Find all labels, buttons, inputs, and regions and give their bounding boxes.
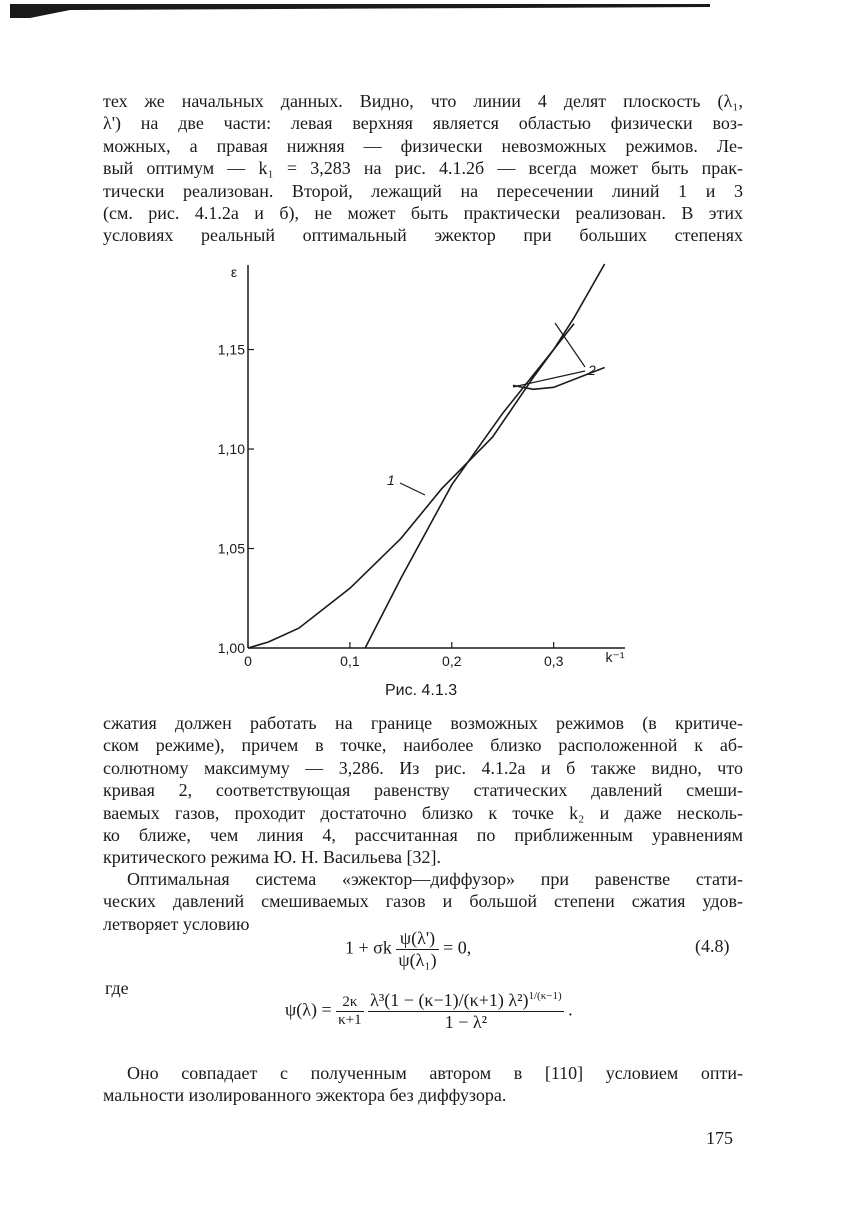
eq2-main-fraction xyxy=(368,990,563,1033)
curve-2-label: 2 xyxy=(588,362,596,378)
chart-labels xyxy=(387,323,596,495)
text-line: Оптимальная система «эжектор—диффузор» при равенстве стати- xyxy=(127,869,743,889)
text-line: кривая 2, соответствующая равенству статических давлений смеши- xyxy=(103,780,743,801)
eq2-lhs: ψ(λ) = xyxy=(285,999,332,1020)
eq2-coefficient xyxy=(336,994,364,1029)
eq1-denominator: ψ(λ₁) xyxy=(398,950,437,970)
text-line: ваемых газов, проходит достаточно близко к точке k₂ и даже несколь- xyxy=(103,802,743,823)
equation-psi xyxy=(285,990,573,1033)
x-tick-label: 0 xyxy=(244,653,252,669)
text-line: летворяет условию xyxy=(103,913,250,934)
eq2-denominator: 1 − λ² xyxy=(444,1012,488,1032)
text-line: условиях реальный оптимальный эжектор при больших степенях xyxy=(103,225,743,246)
eq2-coef-denominator: κ+1 xyxy=(338,1012,362,1028)
curve-1-label: 1 xyxy=(387,472,395,488)
text-line: тически реализован. Второй, лежащий на пересечении линий 1 и 3 xyxy=(103,180,743,201)
equation-4-8 xyxy=(345,928,471,971)
chart-axes xyxy=(218,264,625,669)
text-line: вый оптимум — k₁ = 3,283 на рис. 4.1.2б — всегда может быть прак- xyxy=(103,158,743,179)
x-tick-label: 0,1 xyxy=(340,653,360,669)
eq2-numerator xyxy=(368,990,563,1012)
x-axis-label: k⁻¹ xyxy=(605,649,625,665)
curve-1 xyxy=(248,264,605,648)
figure-4-1-3 xyxy=(195,255,635,695)
paragraph-4 xyxy=(103,1062,743,1107)
eq2-coef-numerator: 2κ xyxy=(336,994,364,1012)
y-tick-label: 1,15 xyxy=(217,341,245,358)
x-tick-label: 0,3 xyxy=(543,653,564,669)
paragraph-1 xyxy=(103,90,743,247)
x-tick-label: 0,2 xyxy=(442,653,462,669)
eq2-end: . xyxy=(568,999,573,1020)
text-line: критического режима Ю. Н. Васильева [32]. xyxy=(103,847,441,868)
paragraph-2 xyxy=(103,712,743,869)
text-line: ском режиме), причем в точке, наиболее близко расположенной к аб- xyxy=(103,735,743,756)
where-label: где xyxy=(105,978,129,998)
text-line: Оно совпадает с полученным автором в [110] условием опти- xyxy=(127,1063,743,1083)
y-axis-label: ε xyxy=(230,264,238,280)
paragraph-3 xyxy=(103,868,743,935)
scan-top-bar xyxy=(10,4,710,18)
text-line: солютному максимуму — 3,286. Из рис. 4.1.2а и б также видно, что xyxy=(103,757,743,778)
eq1-fraction xyxy=(396,928,438,971)
text-line: ко ближе, чем линия 4, рассчитанная по приближенным уравнениям xyxy=(103,825,743,846)
eq1-lhs: 1 + σk xyxy=(345,937,392,958)
eq1-numerator: ψ(λ') xyxy=(396,928,438,950)
text-line: ческих давлений смешиваемых газов и большой степени сжатия удов- xyxy=(103,891,743,912)
equation-number: (4.8) xyxy=(695,936,730,956)
y-tick-label: 1,05 xyxy=(217,540,245,557)
text-line: мальности изолированного эжектора без диффузора. xyxy=(103,1085,507,1106)
eq1-rhs: = 0, xyxy=(443,937,472,958)
label-1-leader xyxy=(400,483,425,495)
page-number: 175 xyxy=(706,1128,733,1148)
chart-series xyxy=(248,264,605,648)
y-tick-label: 1,00 xyxy=(217,640,245,656)
eq2-numerator-text: λ³(1 − (κ−1)/(κ+1) λ²) xyxy=(370,990,529,1010)
text-line: можных, а правая нижняя — физически невозможных режимов. Ле- xyxy=(103,135,743,156)
y-tick-label: 1,10 xyxy=(217,441,245,458)
eq2-exponent: 1/(κ−1) xyxy=(528,990,562,1002)
figure-caption: Рис. 4.1.3 xyxy=(385,682,458,699)
curve-line-4 xyxy=(365,324,574,648)
text-line: (см. рис. 4.1.2а и б), не может быть практически реализован. В этих xyxy=(103,203,743,224)
text-line: сжатия должен работать на границе возможных режимов (в критиче- xyxy=(103,713,743,733)
text-line: λ') на две части: левая верхняя является областью физически воз- xyxy=(103,113,743,134)
text-line: тех же начальных данных. Видно, что линии 4 делят плоскость (λ₁, xyxy=(103,91,743,111)
chart-svg xyxy=(195,255,635,695)
